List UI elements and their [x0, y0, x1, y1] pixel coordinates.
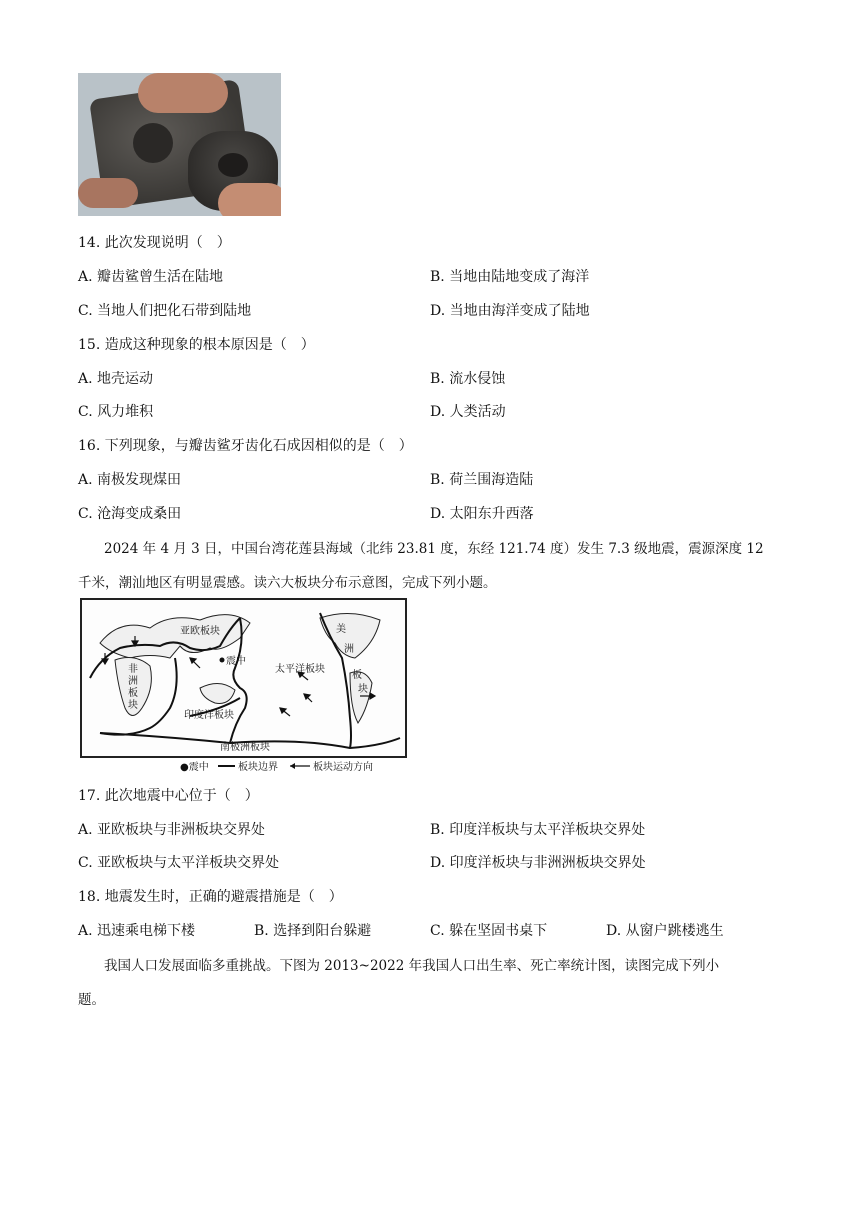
label-eurasia-plate: 亚欧板块: [180, 626, 220, 637]
q17-stem: 17. 此次地震中心位于（ ）: [78, 788, 259, 804]
q18-option-a: A. 迅速乘电梯下楼: [78, 923, 196, 939]
q14-option-c: C. 当地人们把化石带到陆地: [78, 303, 252, 319]
intro-population-line1: 我国人口发展面临多重挑战。下图为 2013~2022 年我国人口出生率、死亡率统计图，读图完成下列小: [104, 958, 720, 974]
label-africa-4: 块: [128, 700, 138, 711]
q15-option-b: B. 流水侵蚀: [430, 371, 506, 387]
intro-earthquake-line2: 千米，潮汕地区有明显震感。读六大板块分布示意图，完成下列小题。: [78, 575, 497, 591]
q15-option-d: D. 人类活动: [430, 404, 506, 420]
label-america-2: 洲: [344, 644, 354, 655]
q15-stem: 15. 造成这种现象的根本原因是（ ）: [78, 337, 315, 353]
q18-option-b: B. 选择到阳台躲避: [254, 923, 372, 939]
label-epicenter: 震中: [226, 656, 246, 667]
legend-epicenter: ●震中: [180, 762, 209, 773]
q14-option-a: A. 瓣齿鲨曾生活在陆地: [78, 269, 224, 285]
legend-arrow-head: [290, 763, 295, 769]
q18-stem: 18. 地震发生时，正确的避震措施是（ ）: [78, 889, 343, 905]
q15-option-a: A. 地壳运动: [78, 371, 154, 387]
label-america-4: 块: [358, 684, 368, 695]
legend-boundary: 板块边界: [238, 762, 278, 773]
q17-option-a: A. 亚欧板块与非洲板块交界处: [78, 822, 266, 838]
label-america-1: 美: [336, 624, 346, 635]
q17-option-c: C. 亚欧板块与太平洋板块交界处: [78, 855, 280, 871]
epicenter-marker: [220, 658, 225, 663]
label-africa-1: 非: [128, 664, 138, 675]
label-africa-2: 洲: [128, 676, 138, 687]
q14-option-d: D. 当地由海洋变成了陆地: [430, 303, 590, 319]
plate-map: [80, 598, 407, 773]
q16-option-a: A. 南极发现煤田: [78, 472, 182, 488]
intro-earthquake-line1: 2024 年 4 月 3 日，中国台湾花莲县海域（北纬 23.81 度，东经 121.74 度）发生 7.3 级地震，震源深度 12: [104, 541, 764, 557]
q15-option-c: C. 风力堆积: [78, 404, 154, 420]
label-antarctic-plate: 南极洲板块: [220, 742, 270, 753]
q16-option-b: B. 荷兰围海造陆: [430, 472, 534, 488]
q16-option-d: D. 太阳东升西落: [430, 506, 534, 522]
label-indian-plate: 印度洋板块: [184, 710, 234, 721]
q14-stem: 14. 此次发现说明（ ）: [78, 235, 231, 251]
q17-option-b: B. 印度洋板块与太平洋板块交界处: [430, 822, 646, 838]
intro-population-line2: 题。: [78, 992, 105, 1008]
label-america-3: 板: [352, 670, 362, 681]
legend-direction: 板块运动方向: [313, 762, 373, 773]
q17-option-d: D. 印度洋板块与非洲洲板块交界处: [430, 855, 646, 871]
q16-stem: 16. 下列现象，与瓣齿鲨牙齿化石成因相似的是（ ）: [78, 438, 413, 454]
q18-option-d: D. 从窗户跳楼逃生: [606, 923, 724, 939]
q14-option-b: B. 当地由陆地变成了海洋: [430, 269, 590, 285]
label-pacific-plate: 太平洋板块: [275, 664, 325, 675]
fossil-photo: [78, 73, 281, 216]
q18-option-c: C. 躲在坚固书桌下: [430, 923, 548, 939]
q16-option-c: C. 沧海变成桑田: [78, 506, 182, 522]
label-africa-3: 板: [128, 688, 138, 699]
